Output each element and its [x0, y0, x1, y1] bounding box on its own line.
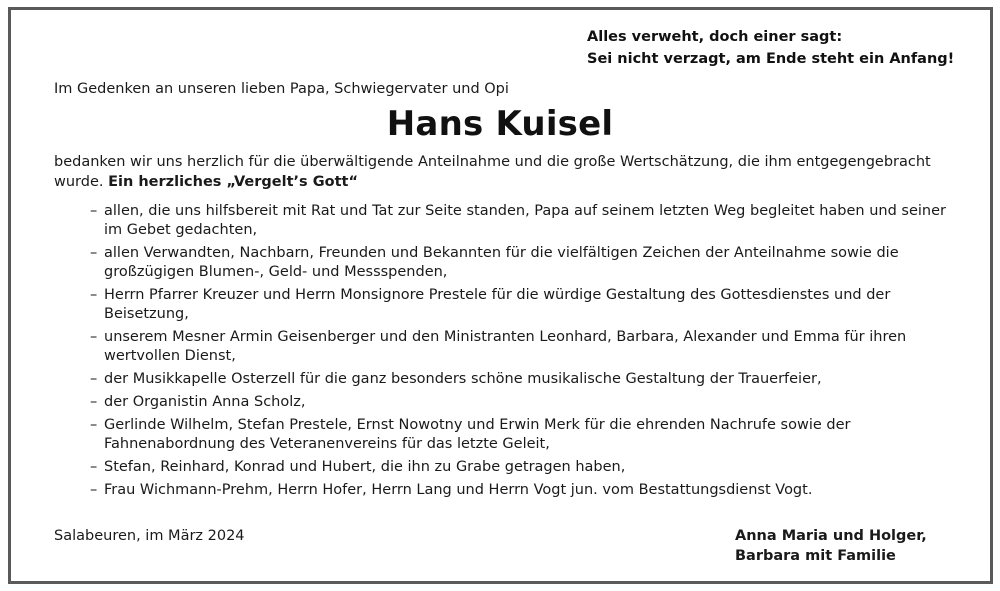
thanks-list [90, 202, 950, 504]
list-item [90, 416, 950, 454]
intro-text: Im Gedenken an unseren lieben Papa, Schwiegervater und Opi [54, 81, 509, 97]
thanks-paragraph [54, 152, 964, 192]
thanks-text: bedanken wir uns herzlich für die überwältigende Anteilnahme und die große Wertschätzung, die ihm entgegengebracht wurde. [54, 154, 931, 190]
list-item [90, 244, 950, 282]
dash-bullet: – [90, 482, 98, 498]
list-item-text: der Organistin Anna Scholz, [104, 394, 306, 410]
dash-bullet: – [90, 459, 98, 475]
list-item [90, 481, 950, 500]
list-item [90, 458, 950, 477]
list-item-text: Gerlinde Wilhelm, Stefan Prestele, Ernst Nowotny und Erwin Merk für die ehrenden Nachrufe sowie der Fahnenabordnung des Veteranenvereins für das letzte Geleit, [104, 417, 851, 452]
list-item-text: allen Verwandten, Nachbarn, Freunden und Bekannten für die vielfältigen Zeichen der Anteilnahme sowie die großzügigen Blumen-, Geld- und Messspenden, [104, 245, 899, 280]
list-item [90, 202, 950, 240]
dash-bullet: – [90, 371, 98, 387]
signers-line-1: Anna Maria und Holger, [735, 528, 927, 544]
list-item-text: Herrn Pfarrer Kreuzer und Herrn Monsignore Prestele für die würdige Gestaltung des Gottesdienstes und der Beisetzung, [104, 287, 891, 322]
dash-bullet: – [90, 245, 98, 261]
dash-bullet: – [90, 287, 98, 303]
list-item-text: unserem Mesner Armin Geisenberger und den Ministranten Leonhard, Barbara, Alexander und Emma für ihren wertvollen Dienst, [104, 329, 907, 364]
dash-bullet: – [90, 394, 98, 410]
list-item-text: Frau Wichmann-Prehm, Herrn Hofer, Herrn Lang und Herrn Vogt jun. vom Bestattungsdienst Vogt. [104, 482, 813, 498]
list-item [90, 393, 950, 412]
list-item [90, 370, 950, 389]
motto-line-1: Alles verweht, doch einer sagt: [587, 29, 843, 45]
deceased-name: Hans Kuisel [386, 104, 614, 144]
list-item [90, 328, 950, 366]
list-item-text: der Musikkapelle Osterzell für die ganz besonders schöne musikalische Gestaltung der Trauerfeier, [104, 371, 822, 387]
list-item-text: allen, die uns hilfsbereit mit Rat und Tat zur Seite standen, Papa auf seinem letzten Weg begleitet haben und seiner im Gebet gedachten, [104, 203, 946, 238]
place-date: Salabeuren, im März 2024 [54, 528, 245, 544]
motto-line-2: Sei nicht verzagt, am Ende steht ein Anfang! [587, 51, 955, 67]
dash-bullet: – [90, 329, 98, 345]
signers [735, 526, 927, 566]
list-item [90, 286, 950, 324]
list-item-text: Stefan, Reinhard, Konrad und Hubert, die ihn zu Grabe getragen haben, [104, 459, 626, 475]
dash-bullet: – [90, 417, 98, 433]
dash-bullet: – [90, 203, 98, 219]
motto [587, 26, 954, 70]
thanks-bold: Ein herzliches „Vergelt’s Gott“ [108, 174, 358, 190]
signers-line-2: Barbara mit Familie [735, 548, 896, 564]
